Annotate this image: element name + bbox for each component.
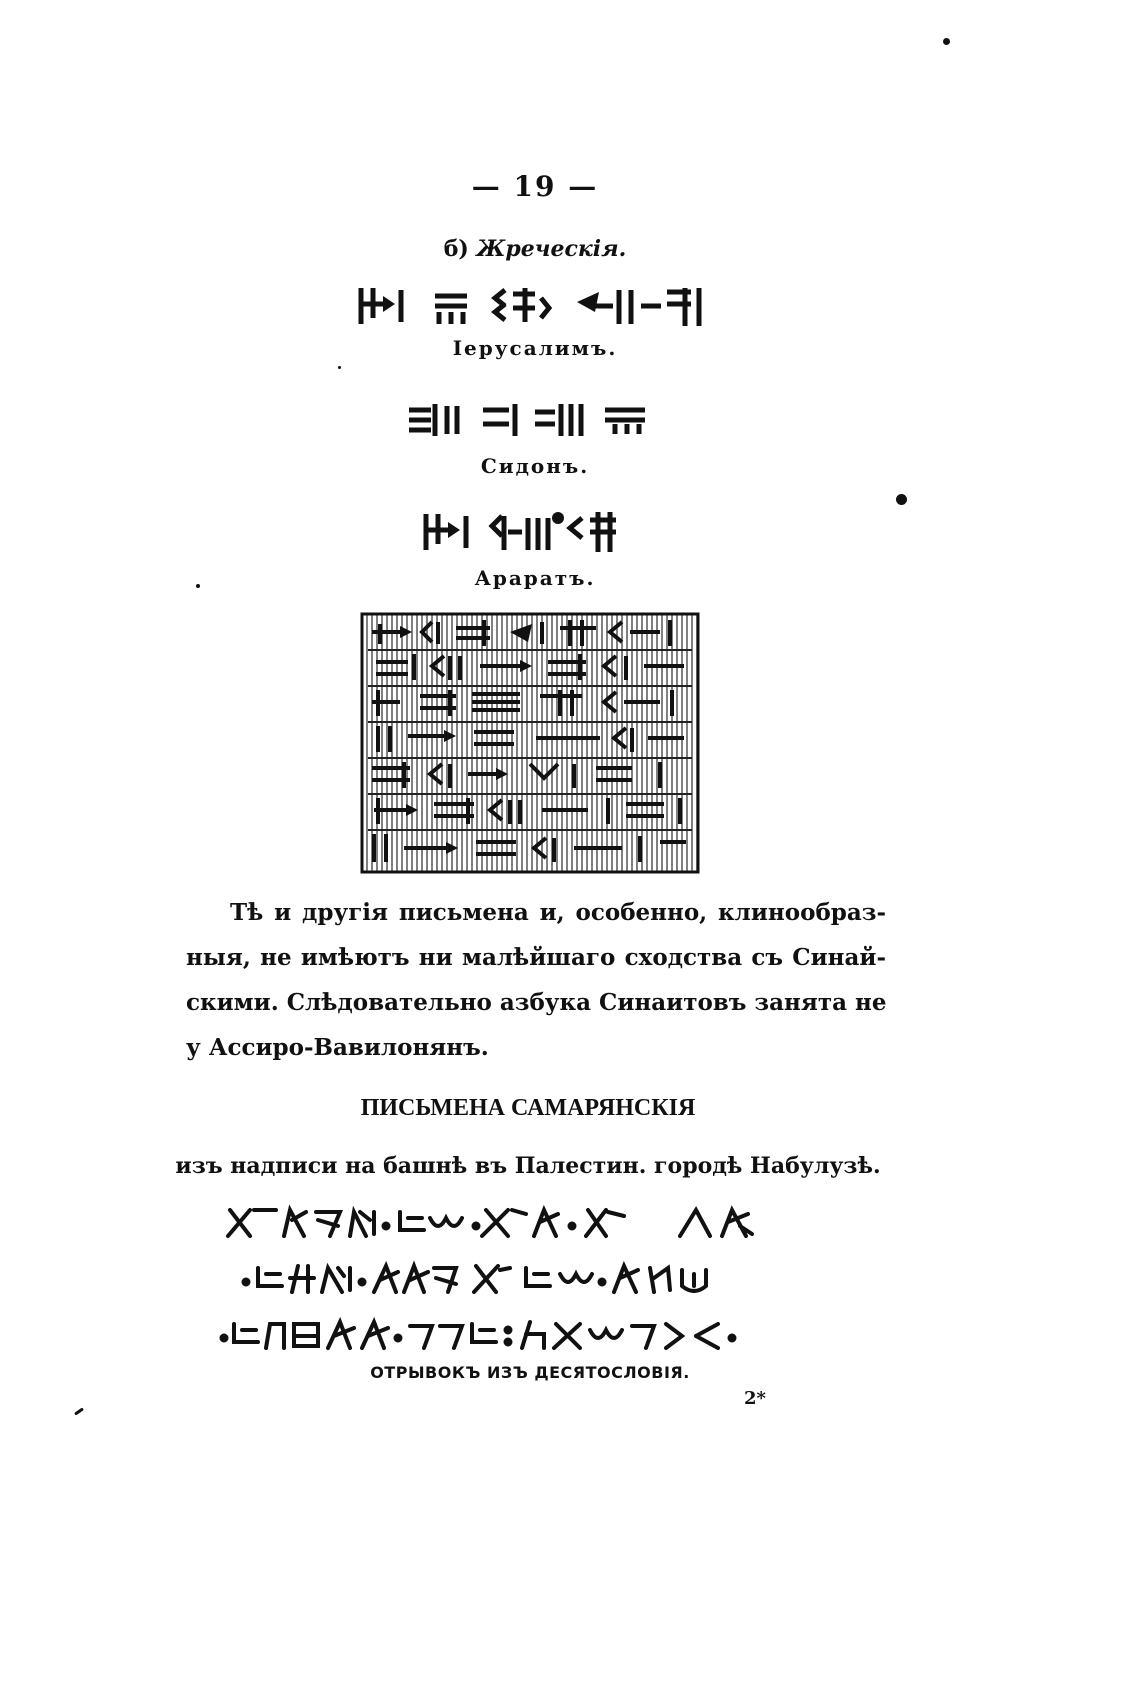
body-line: Тѣ и другія письмена и, особенно, клинообраз- xyxy=(230,899,886,926)
print-speck xyxy=(338,366,341,369)
print-speck xyxy=(196,584,200,588)
cuneiform-jerusalem xyxy=(0,282,1070,330)
section-title: ПИСЬМЕНА САМАРЯНСКІЯ xyxy=(360,1095,696,1121)
samaritan-inscription-line xyxy=(210,1200,870,1244)
body-paragraph xyxy=(186,890,886,1070)
signature-mark: 2* xyxy=(744,1388,766,1409)
samaritan-inscription-line xyxy=(210,1312,870,1356)
print-speck xyxy=(943,38,950,45)
caption-sidon: Сидонъ. xyxy=(480,454,590,478)
body-line: скими. Слѣдовательно азбука Синаитовъ занята не xyxy=(186,989,887,1016)
subhead-title: Жреческія. xyxy=(476,236,627,262)
body-line: у Ассиро-Вавилонянъ. xyxy=(186,1034,489,1061)
subhead-prefix: б) xyxy=(443,236,469,262)
section-subtitle: изъ надписи на башнѣ въ Палестин. городѣ Набулузѣ. xyxy=(175,1153,881,1179)
samaritan-inscription-line xyxy=(210,1256,870,1300)
cuneiform-ararat xyxy=(0,508,1070,556)
caption-ararat: Араратъ. xyxy=(474,566,596,590)
print-speck xyxy=(896,494,907,505)
body-line: ныя, не имѣютъ ни малѣйшаго сходства съ Синай- xyxy=(186,944,886,971)
caption-jerusalem: Іерусалимъ. xyxy=(452,336,618,360)
cuneiform-sidon xyxy=(0,398,1070,440)
excerpt-caption: ОТРЫВОКЪ ИЗЪ ДЕСЯТОСЛОВІЯ. xyxy=(370,1363,690,1382)
page-number: — 19 — xyxy=(471,170,599,203)
print-speck xyxy=(74,1407,84,1415)
subhead xyxy=(0,236,1070,262)
cuneiform-tablet-engraving xyxy=(360,612,700,874)
